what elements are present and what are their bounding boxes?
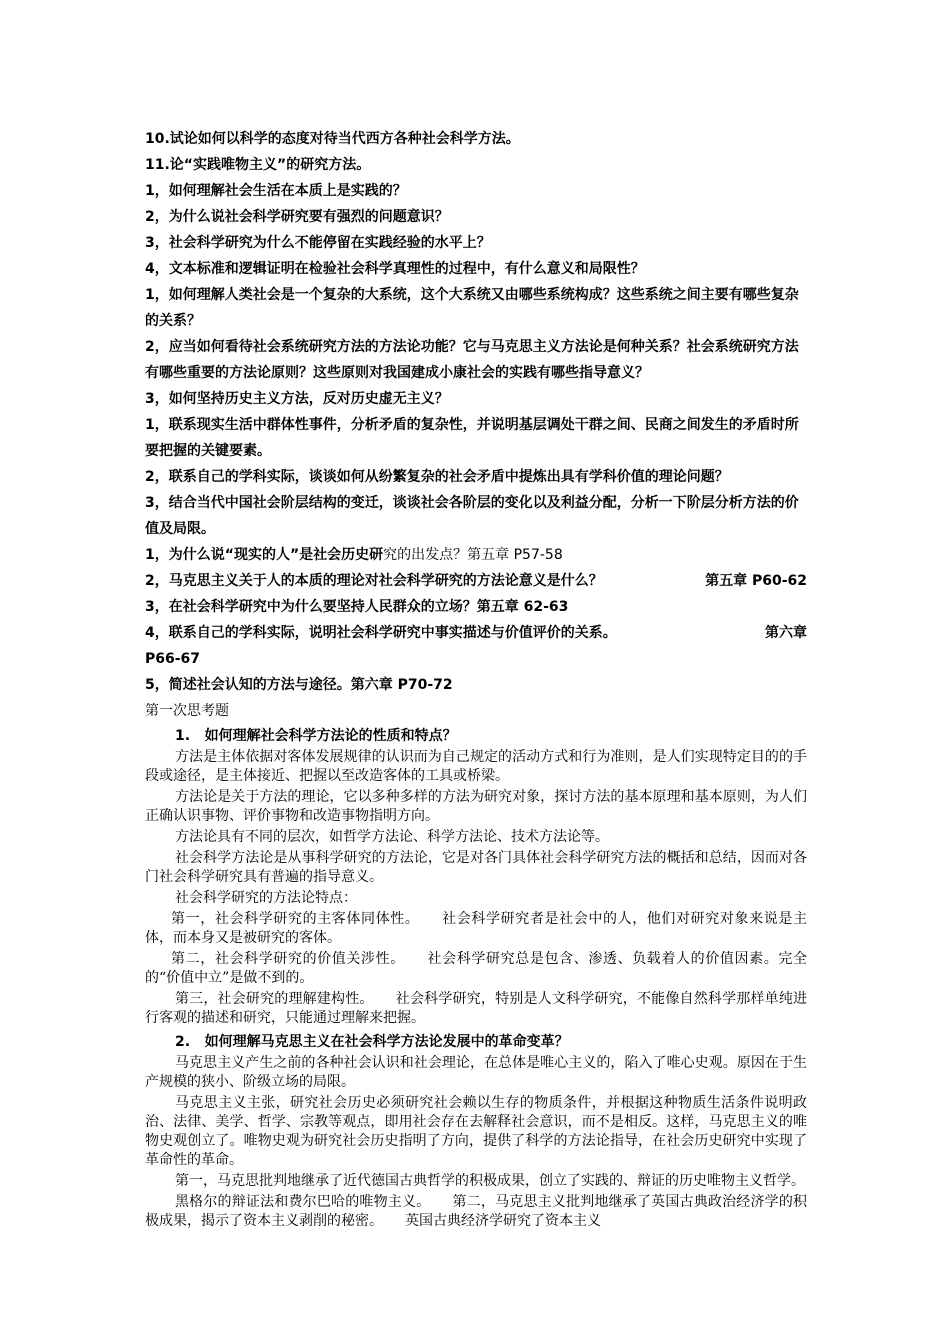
answer-1-paragraph: 方法是主体依据对客体发展规律的认识而为自己规定的活动方式和行为准则，是人们实现特定目的的手段或途径，是主体接近、把握以至改造客体的工具或桥梁。 <box>145 749 807 784</box>
last-part-b: 第二，马克思主义批判地继承了英国古典政治经济学的积极成果，揭示了资本主义剥削的秘密。 <box>145 1194 808 1229</box>
answer-2-paragraph: 第一，马克思批判地继承了近代德国古典哲学的积极成果，创立了实践的、辩证的历史唯物主义哲学。 <box>175 1173 805 1189</box>
answer-1-paragraph: 方法论具有不同的层次，如哲学方法论、科学方法论、技术方法论等。 <box>175 829 609 845</box>
chapter-question-4-pages: P66-67 <box>145 651 201 667</box>
chapter-question-2-text: 2，马克思主义关于人的本质的理论对社会科学研究的方法论意义是什么？ <box>145 573 603 589</box>
answer-1-paragraph: 社会科学研究的方法论特点： <box>175 890 357 906</box>
question-line: 3，如何坚持历史主义方法，反对历史虚无主义？ <box>145 391 449 407</box>
point-2-title: 第二，社会科学研究的价值关涉性。 <box>171 951 405 967</box>
question-line: 10.试论如何以科学的态度对待当代西方各种社会科学方法。 <box>145 131 520 147</box>
question-line: 2，联系自己的学科实际，谈谈如何从纷繁复杂的社会矛盾中提炼出具有学科价值的理论问题？ <box>145 469 729 485</box>
chapter-question-4-ref: 第六章 <box>765 625 807 641</box>
chapter-question-4 <box>145 620 807 646</box>
chapter-question-1-rest: 究的出发点？第五章 P57-58 <box>383 547 563 563</box>
last-part-a: 黑格尔的辩证法和费尔巴哈的唯物主义。 <box>175 1194 431 1210</box>
chapter-question-2-ref: 第五章 P60-62 <box>705 573 807 589</box>
answer-1-heading: 1. 如何理解社会科学方法论的性质和特点？ <box>175 728 457 744</box>
answer-1-point-1 <box>145 910 807 948</box>
question-line: 4，文本标准和逻辑证明在检验社会科学真理性的过程中，有什么意义和局限性？ <box>145 261 645 277</box>
answer-2-heading: 2. 如何理解马克思主义在社会科学方法论发展中的革命变革？ <box>175 1034 569 1050</box>
chapter-question-4-text: 4，联系自己的学科实际，说明社会科学研究中事实描述与价值评价的关系。 <box>145 625 617 641</box>
answer-2-last-paragraph <box>145 1193 807 1231</box>
question-line: 3，结合当代中国社会阶层结构的变迁，谈谈社会各阶层的变化以及利益分配，分析一下阶层分析方法的价值及局限。 <box>145 495 799 537</box>
point-3-body: 社会科学研究，特别是人文科学研究，不能像自然科学那样单纯进行客观的描述和研究，只能通过理解来把握。 <box>145 991 808 1026</box>
question-line: 1，联系现实生活中群体性事件，分析矛盾的复杂性，并说明基层调处干群之间、民商之间发生的矛盾时所要把握的关键要素。 <box>145 417 799 459</box>
chapter-question-2 <box>145 568 807 594</box>
question-line: 2，为什么说社会科学研究要有强烈的问题意识？ <box>145 209 449 225</box>
point-1-title: 第一，社会科学研究的主客体同体性。 <box>171 911 420 927</box>
point-1-body: 社会科学研究者是社会中的人，他们对研究对象来说是主体，而本身又是被研究的客体。 <box>145 911 808 946</box>
point-3-title: 第三，社会研究的理解建构性。 <box>175 991 374 1007</box>
question-line: 1，如何理解人类社会是一个复杂的大系统，这个大系统又由哪些系统构成？这些系统之间主要有哪些复杂的关系？ <box>145 287 799 329</box>
question-line: 1，如何理解社会生活在本质上是实践的？ <box>145 183 407 199</box>
chapter-question-3: 3，在社会科学研究中为什么要坚持人民群众的立场？第五章 62-63 <box>145 599 569 615</box>
last-part-c: 英国古典经济学研究了资本主义 <box>405 1213 601 1229</box>
point-2-body: 社会科学研究总是包含、渗透、负载着人的价值因素。完全的“价值中立”是做不到的。 <box>145 951 808 986</box>
answer-2-paragraph: 马克思主义主张，研究社会历史必须研究社会赖以生存的物质条件，并根据这种物质生活条件说明政治、法律、美学、哲学、宗教等观点，即用社会存在去解释社会意识，而不是相反。这样，马克思主义的唯物史观创立了。唯物史观为研究社会历史指明了方向，提供了科学的方法论指导，在社会历史研究中实现了革命性的革命。 <box>145 1095 807 1168</box>
answer-1-point-3 <box>145 990 807 1028</box>
chapter-question-5: 5，简述社会认知的方法与途径。第六章 P70-72 <box>145 677 453 693</box>
chapter-question-1 <box>145 542 807 568</box>
document-page <box>145 126 807 1233</box>
question-line: 2，应当如何看待社会系统研究方法的方法论功能？它与马克思主义方法论是何种关系？社会系统研究方法有哪些重要的方法论原则？这些原则对我国建成小康社会的实践有哪些指导意义？ <box>145 339 799 381</box>
chapter-question-1-bold: 1，为什么说“现实的人”是社会历史研 <box>145 547 384 563</box>
answer-1-point-2 <box>145 950 807 988</box>
answer-2-paragraph: 马克思主义产生之前的各种社会认识和社会理论，在总体是唯心主义的，陷入了唯心史观。原因在于生产规模的狭小、阶级立场的局限。 <box>145 1055 807 1090</box>
section-title: 第一次思考题 <box>145 703 229 719</box>
answer-1-paragraph: 社会科学方法论是从事科学研究的方法论，它是对各门具体社会科学研究方法的概括和总结，因而对各门社会科学研究具有普遍的指导意义。 <box>145 850 807 885</box>
answer-1-paragraph: 方法论是关于方法的理论，它以多种多样的方法为研究对象，探讨方法的基本原理和基本原则，为人们正确认识事物、评价事物和改造事物指明方向。 <box>145 789 807 824</box>
question-line: 3，社会科学研究为什么不能停留在实践经验的水平上？ <box>145 235 491 251</box>
question-line: 11.论“实践唯物主义”的研究方法。 <box>145 157 371 173</box>
